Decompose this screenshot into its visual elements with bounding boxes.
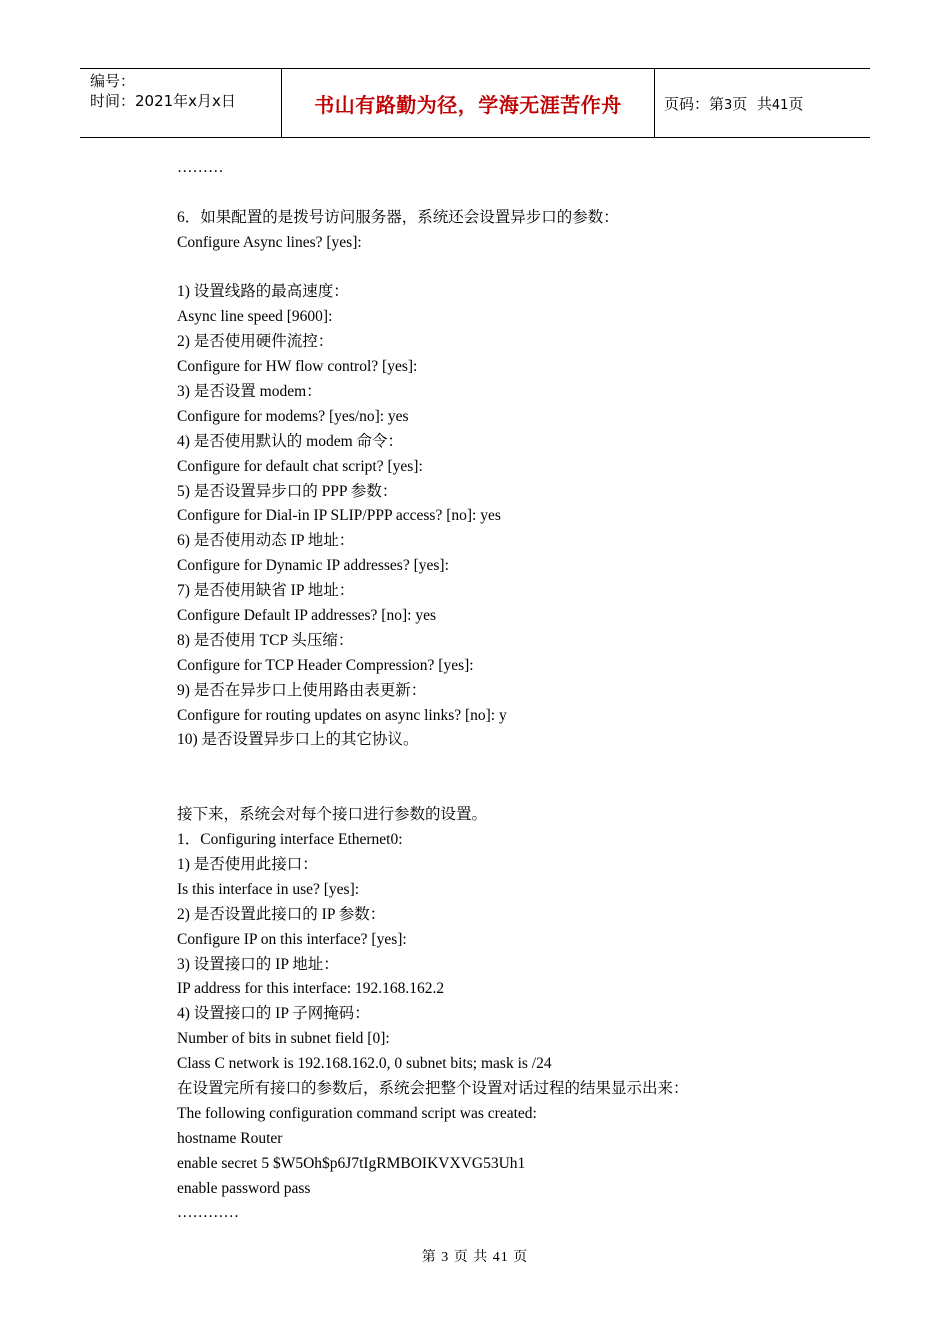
page-number: 3	[724, 98, 733, 113]
text-line: hostname Router	[177, 1129, 283, 1147]
text-line: 4) 设置接口的 IP 子网掩码：	[177, 1005, 370, 1023]
text-line	[177, 778, 797, 803]
page-mid: 页 共	[732, 95, 772, 113]
text-line	[177, 256, 797, 281]
text-line: 2) 是否使用硬件流控：	[177, 333, 334, 351]
text-line	[177, 753, 797, 778]
text-line: Configure for modems? [yes/no]: yes	[177, 407, 409, 425]
text-line	[177, 181, 797, 206]
text-line: 5) 是否设置异步口的 PPP 参数：	[177, 482, 398, 500]
text-line: Number of bits in subnet field [0]:	[177, 1030, 390, 1048]
text-line: Configure for Dial-in IP SLIP/PPP access? [no]: yes	[177, 507, 501, 525]
text-line: Async line speed [9600]:	[177, 308, 333, 326]
text-line: 1) 是否使用此接口：	[177, 855, 318, 873]
text-line: Configure for HW flow control? [yes]:	[177, 358, 418, 376]
text-line: IP address for this interface: 192.168.162.2	[177, 980, 445, 998]
text-line: The following configuration command script was created:	[177, 1104, 537, 1122]
text-line: Configure Default IP addresses? [no]: yes	[177, 607, 436, 625]
header-divider	[654, 69, 655, 137]
text-line: Is this interface in use? [yes]:	[177, 880, 360, 898]
text-line: 3) 设置接口的 IP 地址：	[177, 955, 339, 973]
text-line: …………	[177, 1204, 239, 1222]
text-line: Configure IP on this interface? [yes]:	[177, 930, 407, 948]
page-prefix: 页码：第	[664, 95, 725, 113]
header-page-info	[664, 93, 803, 114]
text-line: Configure for default chat script? [yes]:	[177, 457, 423, 475]
text-line: 在设置完所有接口的参数后，系统会把整个设置对话过程的结果显示出来：	[177, 1079, 689, 1097]
page-header	[80, 68, 870, 138]
text-line: ………	[177, 159, 224, 176]
text-line: enable password pass	[177, 1179, 311, 1197]
header-motto: 书山有路勤为径，学海无涯苦作舟	[314, 93, 622, 117]
text-line: 8) 是否使用 TCP 头压缩：	[177, 631, 354, 649]
page-suffix: 页	[788, 95, 804, 113]
text-line: enable secret 5 $W5Oh$p6J7tIgRMBOIKVXVG53Uh1	[177, 1154, 526, 1172]
text-line: 10) 是否设置异步口上的其它协议。	[177, 731, 419, 749]
text-line: 7) 是否使用缺省 IP 地址：	[177, 582, 355, 600]
text-line: 1) 设置线路的最高速度：	[177, 283, 349, 301]
text-line: 9) 是否在异步口上使用路由表更新：	[177, 681, 427, 699]
text-line: 1．Configuring interface Ethernet0:	[177, 831, 403, 849]
serial-label: 编号：	[90, 72, 136, 90]
text-line: Configure for routing updates on async links? [no]: y	[177, 706, 507, 724]
time-label: 时间：2021年x月x日	[90, 92, 236, 110]
text-line: Configure Async lines? [yes]:	[177, 233, 362, 251]
text-line: Configure for Dynamic IP addresses? [yes]:	[177, 557, 449, 575]
header-left-cell	[90, 71, 236, 111]
text-line: 2) 是否设置此接口的 IP 参数：	[177, 905, 386, 923]
text-line: 6．如果配置的是拨号访问服务器，系统还会设置异步口的参数：	[177, 208, 619, 226]
page-footer: 第 3 页 共 41 页	[421, 1250, 529, 1265]
page-total: 41	[771, 98, 789, 113]
text-line: 6) 是否使用动态 IP 地址：	[177, 532, 355, 550]
document-body	[177, 156, 797, 1226]
text-line: Configure for TCP Header Compression? [yes]:	[177, 656, 474, 674]
text-line: 3) 是否设置 modem：	[177, 383, 322, 401]
text-line: Class C network is 192.168.162.0, 0 subnet bits; mask is /24	[177, 1055, 552, 1073]
text-line: 4) 是否使用默认的 modem 命令：	[177, 432, 404, 450]
text-line: 接下来，系统会对每个接口进行参数的设置。	[177, 806, 488, 824]
